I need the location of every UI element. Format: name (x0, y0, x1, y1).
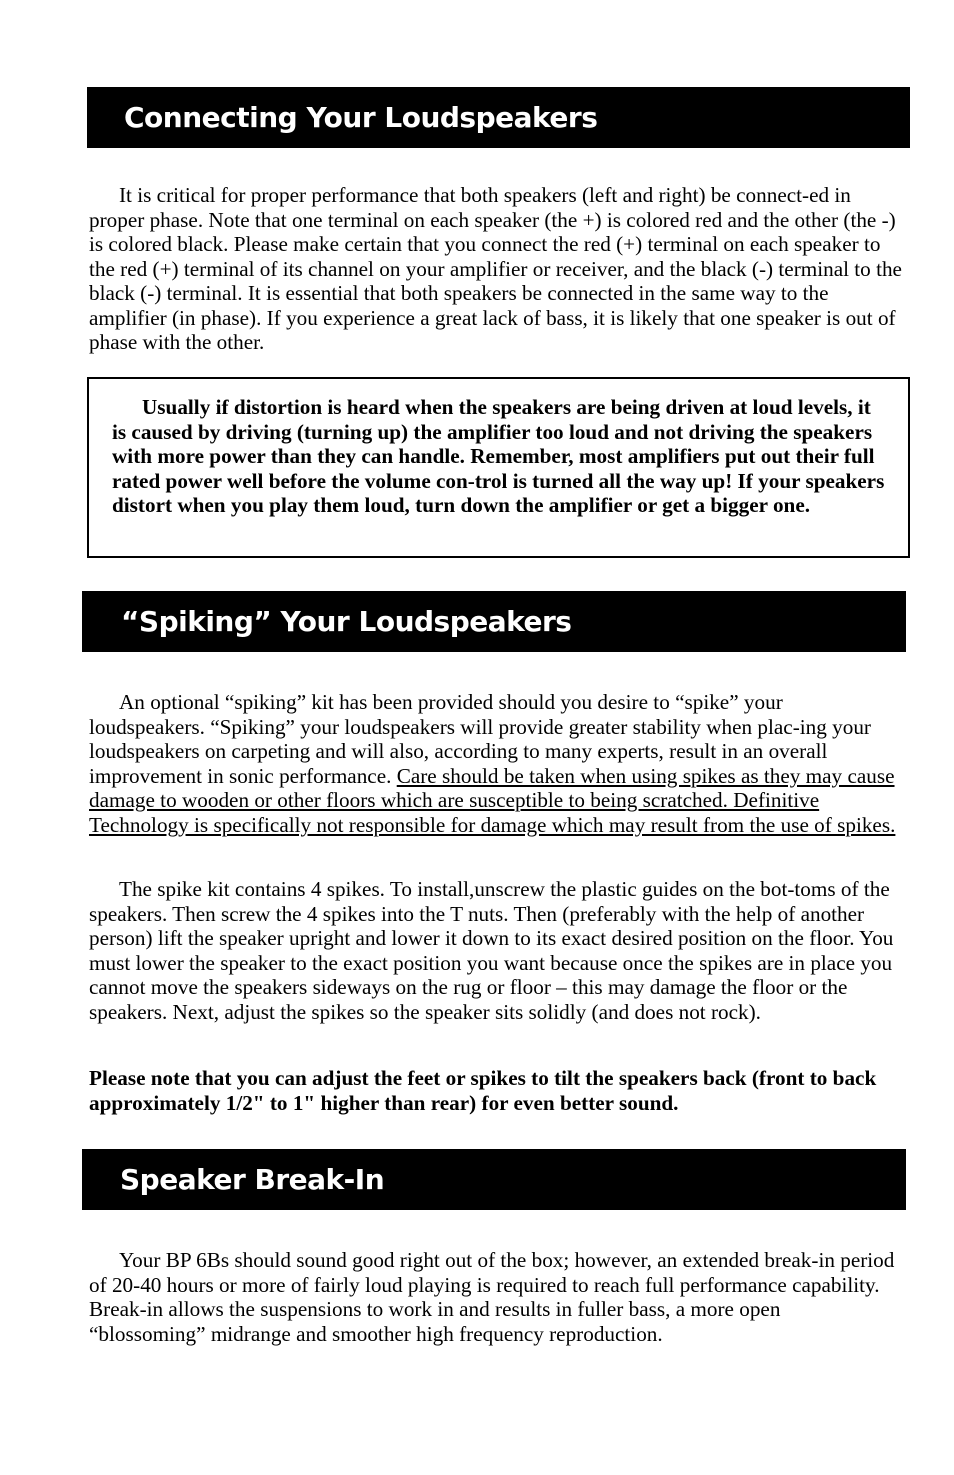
spiking-paragraph (89, 690, 901, 837)
spiking-warning-text: Care should be taken when using spikes as they may cause damage to wooden or other floors which are susceptible to being scratched. Definitive Technology is specifically not responsible for damage which may result from the use of spikes. (89, 763, 896, 837)
connecting-paragraph: It is critical for proper performance that both speakers (left and right) be connect-ed in proper phase. Note that one terminal on each speaker (the +) is colored red and the other (the -) is colored black. Please make certain that you connect the red (+) terminal on each speaker to the red (+) terminal of its channel on your amplifier or receiver, and the black (-) terminal to the black (-) terminal. It is essential that both speakers be connected in the same way to the amplifier (in phase). If you experience a great lack of bass, it is likely that one speaker is out of phase with the other. (89, 183, 902, 354)
heading-text: Speaker Break-In (120, 1162, 385, 1196)
tilt-note-paragraph: Please note that you can adjust the feet or spikes to tilt the speakers back (front to back approximately 1/2" to 1" higher than rear) for even better sound. (89, 1066, 877, 1115)
section-heading-spiking (82, 591, 906, 652)
breakin-paragraph: Your BP 6Bs should sound good right out of the box; however, an extended break-in period of 20-40 hours or more of fairly loud playing is required to reach full performance capability. Break-in allows the suspensions to work in and results in fuller bass, a more open “blossoming” midrange and smoother high frequency reproduction. (89, 1248, 895, 1346)
spike-install-paragraph: The spike kit contains 4 spikes. To install,unscrew the plastic guides on the bot-toms of the speakers. Then screw the 4 spikes into the T nuts. Then (preferably with the help of another person) lift the speaker upright and lower it down to its exact desired position on the floor. You must lower the speaker to the exact position you want because once the spikes are in place you cannot move the speakers sideways on the rug or floor – this may damage the floor or the speakers. Next, adjust the spikes so the speaker sits solidly (and does not rock). (89, 877, 894, 1024)
section-heading-breakin (82, 1149, 906, 1210)
heading-text: Connecting Your Loudspeakers (124, 100, 598, 134)
distortion-callout-box (87, 377, 910, 558)
section-heading-connecting (87, 87, 910, 148)
heading-text: “Spiking” Your Loudspeakers (121, 604, 572, 638)
callout-text: Usually if distortion is heard when the speakers are being driven at loud levels, it is caused by driving (turning up) the amplifier too loud and not driving the speakers with more power than they can handle. Remember, most amplifiers put out their full rated power well before the volume con-trol is turned all the way up! If your speakers distort when you play them loud, turn down the amplifier or get a bigger one. (112, 395, 885, 517)
spiking-intro-text: An optional “spiking” kit has been provided should you desire to “spike” your loudspeakers. “Spiking” your loudspeakers will provide greater stability when plac-ing your loudspeakers on carpeting and will also, according to many experts, result in an overall improvement in sonic performance. (89, 690, 871, 788)
